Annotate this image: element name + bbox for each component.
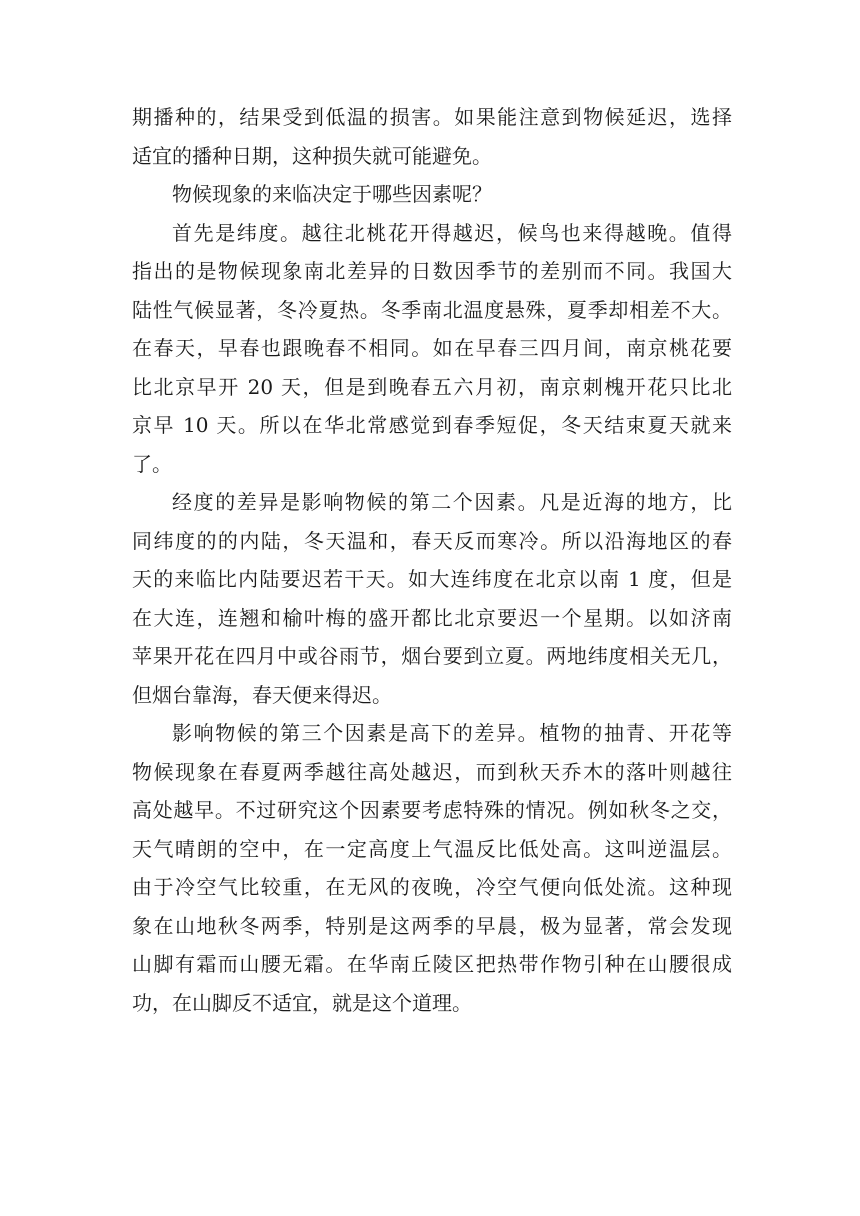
text-line: 功，在山脚反不适宜，就是这个道理。 — [132, 990, 472, 1015]
text-line: 苹果开花在四月中或谷雨节，烟台要到立夏。两地纬度相关无几， — [132, 644, 732, 668]
text-line: 高处越早。不过研究这个因素要考虑特殊的情况。例如秋冬之交， — [132, 798, 732, 822]
text-line: 天气晴朗的空中，在一定高度上气温反比低处高。这叫逆温层。 — [132, 836, 732, 861]
text-line: 比北京早开 20 天，但是到晚春五六月初，南京刺槐开花只比北 — [132, 374, 732, 399]
text-line: 影响物候的第三个因素是高下的差异。植物的抽青、开花等 — [172, 721, 732, 745]
text-line: 山脚有霜而山腰无霜。在华南丘陵区把热带作物引种在山腰很成 — [132, 952, 732, 976]
text-line: 象在山地秋冬两季，特别是这两季的早晨，极为显著，常会发现 — [132, 913, 732, 938]
text-line: 物候现象在春夏两季越往高处越迟，而到秋天乔木的落叶则越往 — [132, 759, 732, 784]
text-line: 同纬度的的内陆，冬天温和，春天反而寒冷。所以沿海地区的春 — [132, 528, 732, 553]
paragraph-latitude — [132, 214, 732, 484]
text-line: 经度的差异是影响物候的第二个因素。凡是近海的地方，比 — [172, 490, 732, 514]
paragraph-question — [132, 175, 732, 214]
paragraph-longitude — [132, 483, 732, 714]
text-line: 首先是纬度。越往北桃花开得越迟，候鸟也来得越晚。值得 — [172, 220, 732, 245]
text-line: 指出的是物候现象南北差异的日数因季节的差别而不同。我国大 — [132, 259, 732, 283]
text-column — [132, 98, 732, 1022]
text-line: 由于冷空气比较重，在无风的夜晚，冷空气便向低处流。这种现 — [132, 875, 732, 899]
text-line: 在春天，早春也跟晚春不相同。如在早春三四月间，南京桃花要 — [132, 336, 732, 360]
text-line: 在大连，连翘和榆叶梅的盛开都比北京要迟一个星期。以如济南 — [132, 605, 732, 630]
text-line: 了。 — [132, 451, 172, 476]
paragraph-continuation — [132, 98, 732, 175]
text-line: 期播种的，结果受到低温的损害。如果能注意到物候延迟，选择 — [132, 105, 732, 129]
text-line: 适宜的播种日期，这种损失就可能避免。 — [132, 143, 492, 168]
paragraph-altitude — [132, 714, 732, 1022]
text-line: 京早 10 天。所以在华北常感觉到春季短促，冬天结束夏天就来 — [132, 413, 732, 437]
text-line: 物候现象的来临决定于哪些因素呢？ — [172, 182, 492, 206]
text-line: 陆性气候显著，冬冷夏热。冬季南北温度悬殊，夏季却相差不大。 — [132, 297, 732, 322]
text-line: 但烟台靠海，春天便来得迟。 — [132, 682, 392, 707]
text-line: 天的来临比内陆要迟若干天。如大连纬度在北京以南 1 度，但是 — [132, 567, 732, 591]
